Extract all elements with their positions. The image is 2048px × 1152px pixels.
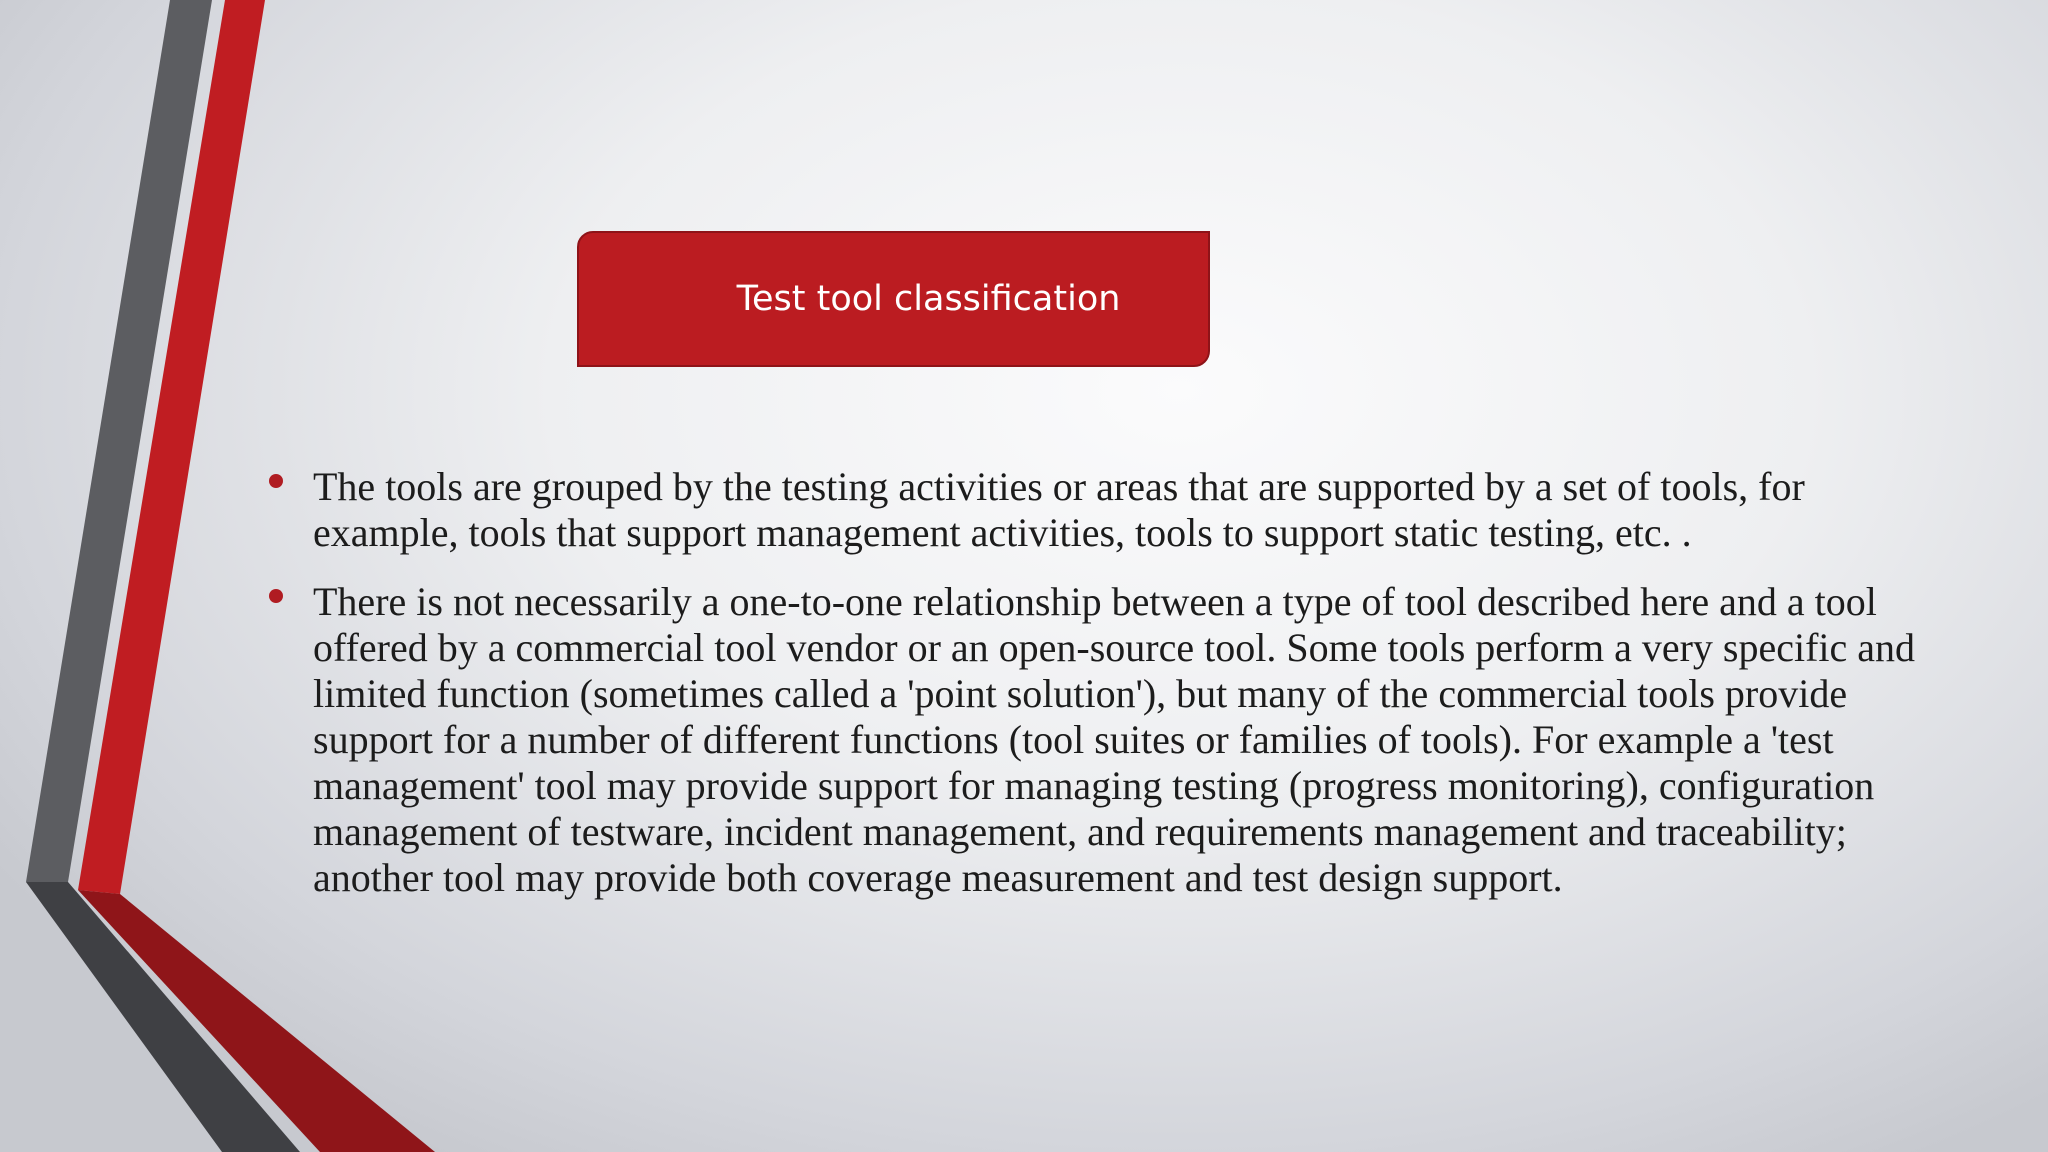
bullet-dot-icon [269,474,283,488]
bullet-item [268,464,1918,556]
slide-title: Test tool classification [577,231,1210,367]
bullet-list [268,464,1918,924]
bullet-text: The tools are grouped by the testing activities or areas that are supported by a set of tools, for example, tools that support management activities, tools to support static testing, etc. . [313,464,1805,555]
bullet-dot-icon [269,589,283,603]
bullet-text: There is not necessarily a one-to-one relationship between a type of tool described here and a tool offered by a commercial tool vendor or an open-source tool. Some tools perform a very specific and limited function (sometimes called a 'point solution'), but many of the commercial tools provide support for a number of different functions (tool suites or families of tools). For example a 'test management' tool may provide support for managing testing (progress monitoring), configuration management of testware, incident management, and requirements management and traceability; another tool may provide both coverage measurement and test design support. [313,579,1916,900]
bullet-item [268,579,1918,901]
